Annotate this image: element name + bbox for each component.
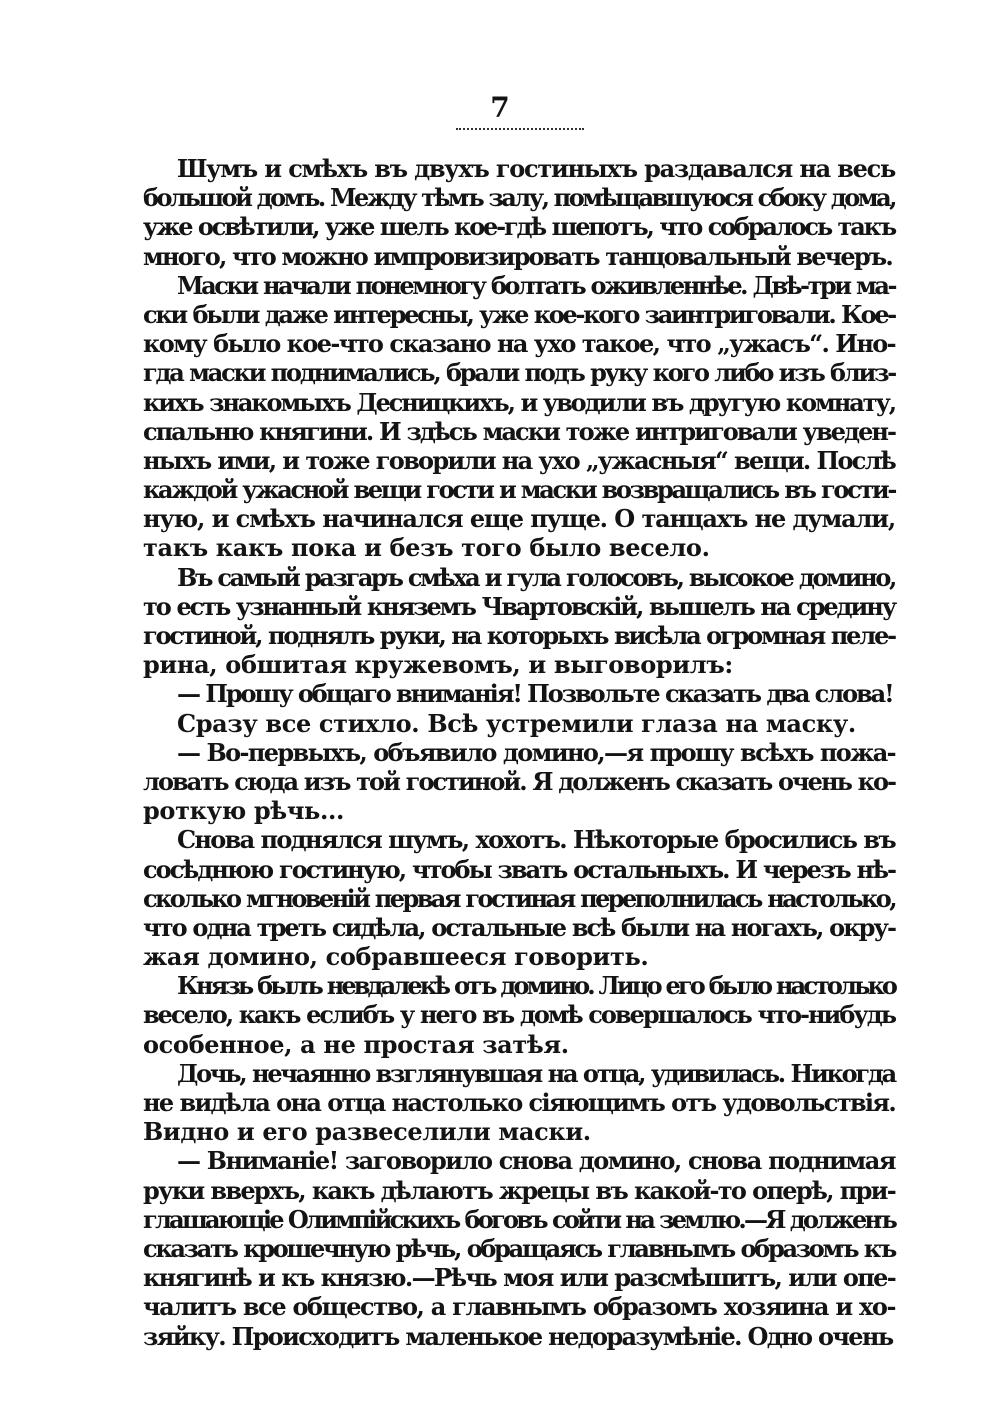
text-line: сколько мгновеній первая гостиная переполнилась настолько, [143,883,895,913]
text-line: большой домъ. Между тѣмъ залу, помѣщавшуюся сбоку дома, [143,183,895,213]
text-line: руки вверхъ, какъ дѣлаютъ жрецы въ какой-то оперѣ, при- [143,1175,895,1205]
paragraph [143,709,895,738]
text-line: ную, и смѣхъ начинался еще пуще. О танцахъ не думали, [143,504,895,534]
header-rule [456,128,584,130]
text-line: Князь былъ невдалекѣ отъ домино. Лицо его было настолько [177,971,895,1001]
paragraph [143,679,895,708]
text-line: гда маски поднимались, брали подъ руку кого либо изъ близ- [143,358,895,388]
text-line: глашающіе Олимпійскихъ боговъ сойти на землю.—Я долженъ [143,1204,895,1234]
text-line: Видно и его развеселили маски. [143,1117,591,1147]
body-text [143,154,895,1351]
text-line: Дочь, нечаянно взглянувшая на отца, удивилась. Никогда [177,1058,895,1088]
paragraph [143,563,895,680]
text-line: уже освѣтили, уже шелъ кое-гдѣ шепотъ, что собралось такъ [143,212,895,242]
text-line: что одна треть сидѣла, остальные всѣ были на ногахъ, окру- [143,912,895,942]
text-line: сосѣднюю гостиную, чтобы звать остальныхъ. И черезъ нѣ- [143,854,895,884]
text-line: — Во-первыхъ, объявило домино,—я прошу всѣхъ пожа- [177,737,895,767]
page-number: 7 [490,91,510,124]
text-line: рина, обшитая кружевомъ, и выговорилъ: [143,650,733,680]
text-line: Сразу все стихло. Всѣ устремили глаза на маску. [177,708,856,738]
text-line: княгинѣ и къ князю.—Рѣчь моя или разсмѣшитъ, или опе- [143,1263,895,1293]
text-line: роткую рѣчь... [143,796,344,826]
text-line: гостиной, поднялъ руки, на которыхъ висѣла огромная пеле- [143,621,895,650]
paragraph [143,154,895,271]
paragraph [143,1059,895,1147]
text-line: зяйку. Происходитъ маленькое недоразумѣніе. Одно очень [143,1321,893,1351]
text-line: — Вниманіе! заговорило снова домино, снова поднимая [177,1146,895,1176]
text-line: сказать крошечную рѣчь, обращаясь главнымъ образомъ къ [143,1233,895,1263]
text-line: чалитъ все общество, а главнымъ образомъ хозяина и хо- [143,1292,895,1322]
text-line: Снова поднялся шумъ, хохотъ. Нѣкоторые бросились въ [177,825,895,855]
text-line: Маски начали понемногу болтать оживленнѣе. Двѣ-три ма- [177,270,895,300]
text-line: весело, какъ еслибъ у него въ домѣ совершалось что-нибудь [143,1000,895,1030]
text-line: жая домино, собравшееся говорить. [143,942,649,972]
text-line: кихъ знакомыхъ Десницкихъ, и уводили въ другую комнату, [143,387,895,417]
text-line: ловать сюда изъ той гостиной. Я долженъ сказать очень ко- [143,766,895,796]
paragraph [143,738,895,826]
text-line: ныхъ ими, и тоже говорили на ухо „ужасныя“ вещи. Послѣ [143,445,895,475]
text-line: кому было кое-что сказано на ухо такое, что „ужасъ“. Ино- [143,329,895,359]
text-line: особенное, а не простая затѣя. [143,1029,569,1059]
text-line: — Прошу общаго вниманія! Позвольте сказать два слова! [177,679,893,709]
text-line: не видѣла она отца настолько сіяющимъ отъ удовольствія. [143,1088,895,1117]
paragraph [143,825,895,971]
text-line: Въ самый разгаръ смѣха и гула голосовъ, высокое домино, [177,562,895,592]
text-line: то есть узнанный княземъ Чвартовскій, вышелъ на средину [143,591,895,621]
text-line: такъ какъ пока и безъ того было весело. [143,533,710,563]
paragraph [143,271,895,563]
paragraph [143,1146,895,1350]
text-line: много, что можно импровизировать танцовальный вечеръ. [143,241,892,271]
text-line: спальню княгини. И здѣсь маски тоже интриговали уведен- [143,416,895,446]
text-line: Шумъ и смѣхъ въ двухъ гостиныхъ раздавался на весь [177,154,895,183]
paragraph [143,971,895,1059]
text-line: каждой ужасной вещи гости и маски возвращались въ гости- [143,475,895,505]
text-line: ски были даже интересны, уже кое-кого заинтриговали. Кое- [143,299,895,329]
